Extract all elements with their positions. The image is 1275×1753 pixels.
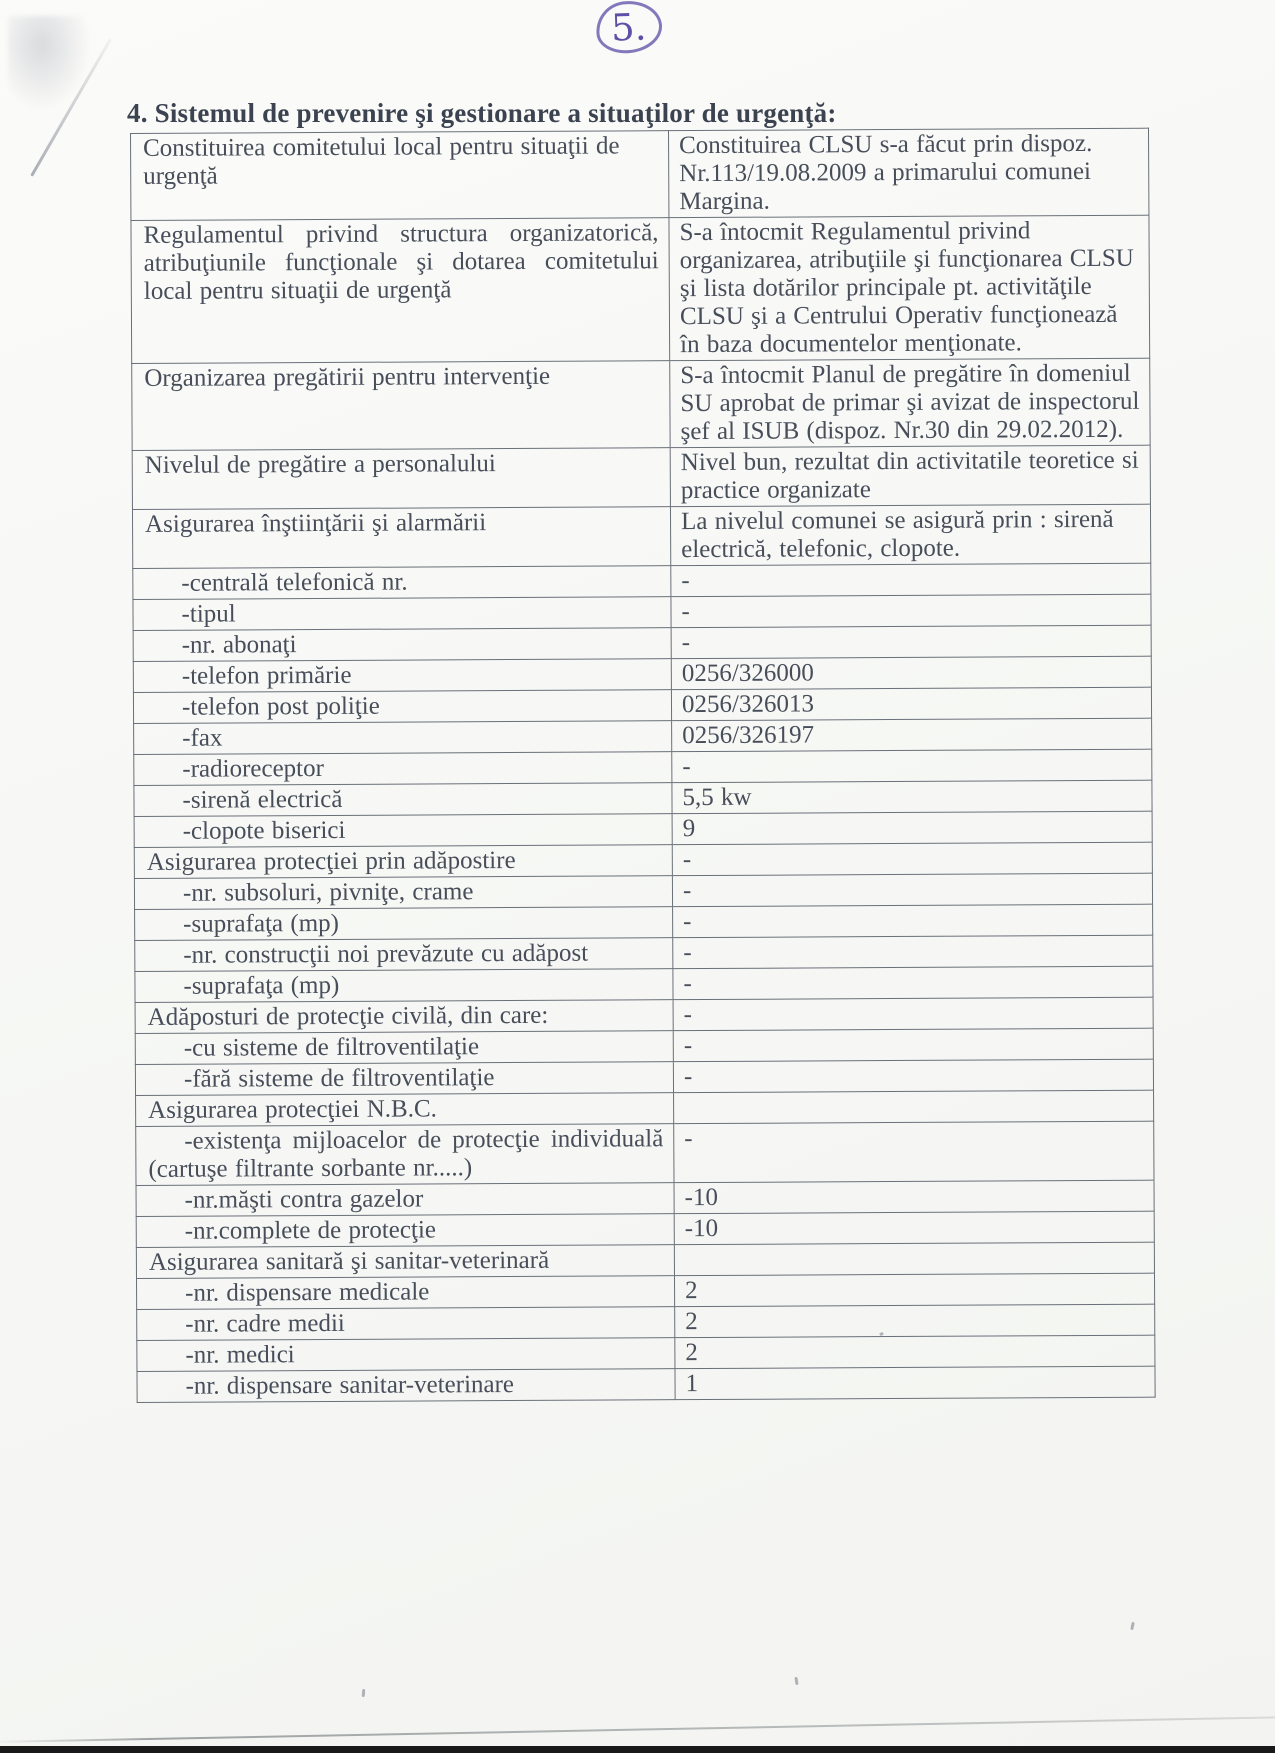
- row-value: -: [674, 1121, 1154, 1183]
- scan-speck: [1130, 1622, 1135, 1630]
- row-value: -: [673, 904, 1153, 938]
- table-row: [131, 128, 1149, 220]
- row-label: Constituirea comitetului local pentru situaţii de urgenţă: [131, 131, 669, 221]
- row-label: Regulamentul privind structura organizatorică, atribuţiunile funcţionale şi dotarea comitetului local pentru situaţii de urgenţă: [131, 218, 670, 364]
- row-value: -: [672, 873, 1152, 907]
- table-row: [132, 358, 1150, 450]
- row-label: -telefon post poliţie: [133, 690, 671, 724]
- row-value: Constituirea CLSU s-a făcut prin dispoz. Nr.113/19.08.2009 a primarului comunei Margina.: [668, 128, 1148, 218]
- row-value: -: [673, 997, 1153, 1031]
- row-label: Nivelul de pregătire a personalului: [132, 448, 670, 510]
- row-label: -nr. medici: [137, 1338, 675, 1372]
- row-value: -: [673, 935, 1153, 969]
- row-value: 5,5 kw: [672, 780, 1152, 814]
- row-label: Asigurarea protecţiei prin adăpostire: [134, 845, 672, 879]
- row-label: Asigurarea înştiinţării şi alarmării: [132, 507, 670, 569]
- row-label: -tipul: [133, 597, 671, 631]
- row-label: -nr.măşti contra gazelor: [136, 1183, 674, 1217]
- row-value: -: [671, 625, 1151, 659]
- row-label: -nr. subsoluri, pivniţe, crame: [134, 876, 672, 910]
- row-value: S-a întocmit Planul de pregătire în domeniul SU aprobat de primar şi avizat de inspectorul şef al ISUB (dispoz. Nr.30 din 29.02.2012).: [670, 358, 1150, 448]
- row-value: S-a întocmit Regulamentul privind organizarea, atribuţiile şi funcţionarea CLSU şi lista dotărilor principale pt. activităţile CLSU şi a Centrului Operativ funcţionează în baza documentelor menţionate.: [669, 215, 1150, 361]
- row-label: -nr. cadre medii: [137, 1307, 675, 1341]
- row-label: -nr.complete de protecţie: [136, 1214, 674, 1248]
- row-label: Asigurarea protecţiei N.B.C.: [136, 1093, 674, 1127]
- row-value: [674, 1242, 1154, 1276]
- row-label: Organizarea pregătirii pentru intervenţie: [132, 361, 670, 451]
- row-label: -nr. abonaţi: [133, 628, 671, 662]
- row-label: -existenţa mijloacelor de protecţie individuală (cartuşe filtrante sorbante nr.....): [136, 1124, 674, 1186]
- row-label: -suprafaţa (mp): [135, 969, 673, 1003]
- page-number: 5.: [610, 4, 648, 50]
- row-label: -fără sisteme de filtroventilaţie: [135, 1062, 673, 1096]
- row-label: -nr. construcţii noi prevăzute cu adăpost: [135, 938, 673, 972]
- scan-smudge: [8, 16, 92, 112]
- row-label: Asigurarea sanitară şi sanitar-veterinară: [136, 1245, 674, 1279]
- scan-speck: [794, 1677, 798, 1685]
- section-title: 4. Sistemul de prevenire şi gestionare a situaţilor de urgenţă:: [127, 98, 837, 128]
- row-value: -: [671, 594, 1151, 628]
- table-row: [136, 1121, 1154, 1185]
- row-label: -suprafaţa (mp): [135, 907, 673, 941]
- row-value: -10: [674, 1211, 1154, 1245]
- table-row: [131, 215, 1150, 363]
- report-table-body: [131, 128, 1156, 1402]
- row-value: -: [671, 563, 1151, 597]
- scan-speck: [362, 1689, 366, 1697]
- row-label: -radioreceptor: [134, 752, 672, 786]
- row-label: -centrală telefonică nr.: [133, 566, 671, 600]
- row-value: La nivelul comunei se asigură prin : sirenă electrică, telefonic, clopote.: [670, 504, 1150, 566]
- row-label: -clopote biserici: [134, 814, 672, 848]
- table-row: [137, 1366, 1155, 1402]
- row-label: -fax: [134, 721, 672, 755]
- row-label: -cu sisteme de filtroventilaţie: [135, 1031, 673, 1065]
- scan-edge-line: [0, 1716, 1275, 1743]
- row-label: -nr. dispensare sanitar-veterinare: [137, 1369, 675, 1403]
- row-value: -: [673, 1059, 1153, 1093]
- row-value: 0256/326000: [671, 656, 1151, 690]
- page-number-stamp: [593, 0, 664, 56]
- scan-edge-strip: [0, 1746, 1275, 1753]
- row-label: -telefon primărie: [133, 659, 671, 693]
- row-value: 0256/326013: [671, 687, 1151, 721]
- row-value: Nivel bun, rezultat din activitatile teoretice si practice organizate: [670, 445, 1150, 507]
- table-row: [132, 504, 1150, 568]
- report-table: [130, 128, 1156, 1403]
- row-value: 1: [675, 1366, 1155, 1400]
- row-value: -: [673, 966, 1153, 1000]
- row-value: 2: [675, 1335, 1155, 1369]
- row-value: 0256/326197: [672, 718, 1152, 752]
- row-label: -nr. dispensare medicale: [136, 1276, 674, 1310]
- row-value: -: [673, 1028, 1153, 1062]
- row-label: Adăposturi de protecţie civilă, din care:: [135, 1000, 673, 1034]
- row-value: [674, 1090, 1154, 1124]
- row-value: 2: [675, 1304, 1155, 1338]
- row-value: -: [672, 842, 1152, 876]
- row-value: 9: [672, 811, 1152, 845]
- row-value: -10: [674, 1180, 1154, 1214]
- row-value: 2: [674, 1273, 1154, 1307]
- row-value: -: [672, 749, 1152, 783]
- row-label: -sirenă electrică: [134, 783, 672, 817]
- table-row: [132, 445, 1150, 509]
